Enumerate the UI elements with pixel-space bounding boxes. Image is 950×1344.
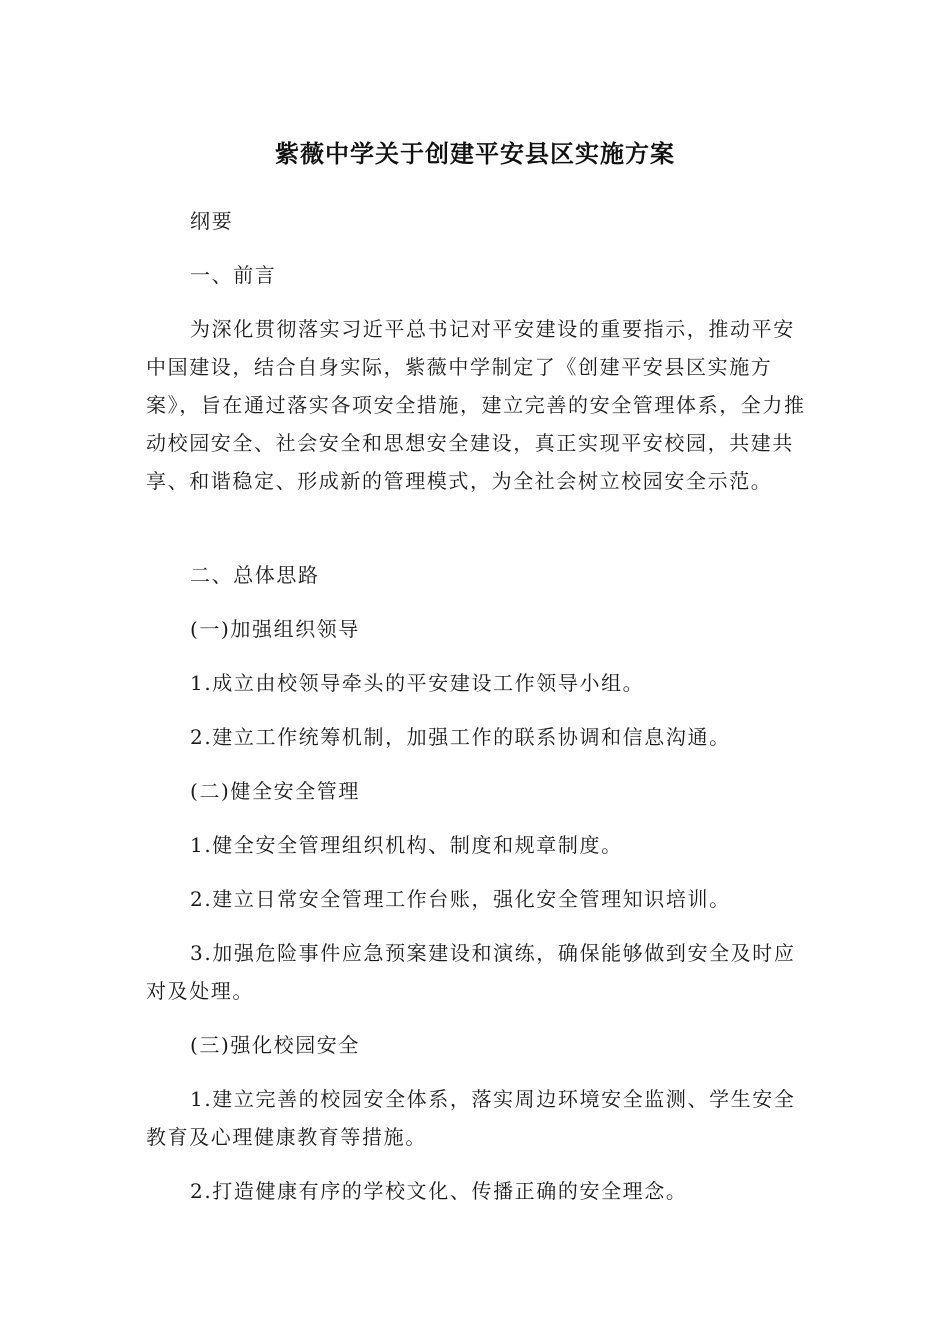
list-item: 2.打造健康有序的学校文化、传播正确的安全理念。: [190, 1179, 688, 1203]
list-item: 3.加强危险事件应急预案建设和演练，确保能够做到安全及时应对及处理。: [146, 941, 796, 1003]
document-title: 紫薇中学关于创建平安县区实施方案: [275, 140, 675, 168]
subheading-safety-management: (二)健全安全管理: [190, 779, 361, 803]
list-item: 1.健全安全管理组织机构、制度和规章制度。: [190, 833, 623, 857]
list-item: 2.建立日常安全管理工作台账，强化安全管理知识培训。: [190, 887, 731, 911]
paragraph-outline: 纲要: [190, 209, 234, 233]
paragraph-preface-body: 为深化贯彻落实习近平总书记对平安建设的重要指示，推动平安中国建设，结合自身实际，紫薇中学制定了《创建平安县区实施方案》，旨在通过落实各项安全措施，建立完善的安全管理体系，全力推动校园安全、社会安全和思想安全建设，真正实现平安校园，共建共享、和谐稳定、形成新的管理模式，为全社会树立校园安全示范。: [146, 317, 806, 493]
list-item: 2.建立工作统筹机制，加强工作的联系协调和信息沟通。: [190, 725, 731, 749]
list-item: 1.成立由校领导牵头的平安建设工作领导小组。: [190, 671, 645, 695]
heading-overall-approach: 二、总体思路: [190, 563, 320, 587]
subheading-campus-safety: (三)强化校园安全: [190, 1033, 361, 1057]
heading-preface: 一、前言: [190, 263, 277, 287]
list-item: 1.建立完善的校园安全体系，落实周边环境安全监测、学生安全教育及心理健康教育等措施。: [146, 1087, 796, 1149]
subheading-organization: (一)加强组织领导: [190, 617, 361, 641]
